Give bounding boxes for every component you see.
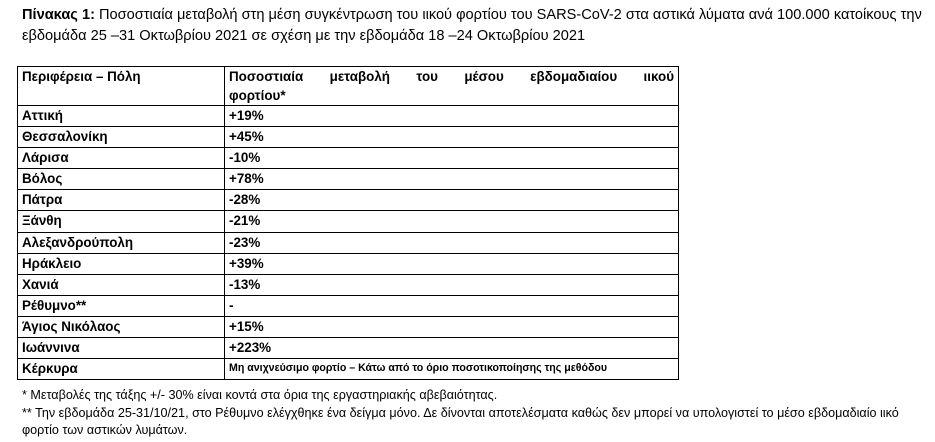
table-row <box>18 253 679 274</box>
change-cell: -23% <box>225 232 679 253</box>
change-cell: -21% <box>225 211 679 232</box>
footnote-rethymno: ** Την εβδομάδα 25-31/10/21, στο Ρέθυμνο ελέγχθηκε ένα δείγμα μόνο. Δε δίνονται αποτελέσματα καθώς δεν μπορεί να υπολογιστεί το μέσο εβδομαδιαίο ιικό φορτίο των αστικών λυμάτων. <box>22 405 899 437</box>
city-cell: Ιωάννινα <box>18 338 225 359</box>
table-row <box>18 316 679 337</box>
change-cell: -28% <box>225 190 679 211</box>
city-cell: Ηράκλειο <box>18 253 225 274</box>
change-cell: +15% <box>225 316 679 337</box>
table-row <box>18 274 679 295</box>
table-row <box>18 211 679 232</box>
table-caption <box>22 5 922 47</box>
table-row <box>18 338 679 359</box>
table-row <box>18 127 679 148</box>
table-row <box>18 359 679 380</box>
footnote-uncertainty: * Μεταβολές της τάξης +/- 30% είναι κοντά στα όρια της εργαστηριακής αβεβαιότητας. <box>22 388 498 402</box>
city-cell: Αττική <box>18 106 225 127</box>
change-cell: +39% <box>225 253 679 274</box>
change-cell: +45% <box>225 127 679 148</box>
city-cell: Θεσσαλονίκη <box>18 127 225 148</box>
city-cell: Ρέθυμνο** <box>18 295 225 316</box>
change-cell: -10% <box>225 148 679 169</box>
data-table <box>17 66 679 380</box>
table-header-row <box>18 67 679 106</box>
city-cell: Ξάνθη <box>18 211 225 232</box>
city-cell: Λάρισα <box>18 148 225 169</box>
caption-text: Ποσοστιαία μεταβολή στη μέση συγκέντρωση του ιικού φορτίου του SARS-CoV-2 στα αστικά λύματα ανά 100.000 κατοίκους την εβδομάδα 25 –31 Οκτωβρίου 2021 σε σχέση με την εβδομάδα 18 –24 Οκτωβρίου 2021 <box>22 7 922 44</box>
change-cell: +78% <box>225 169 679 190</box>
city-cell: Βόλος <box>18 169 225 190</box>
change-cell: +19% <box>225 106 679 127</box>
city-cell: Αλεξανδρούπολη <box>18 232 225 253</box>
header-change: Ποσοστιαία μεταβολή του μέσου εβδομαδιαίου ιικού φορτίου* <box>225 67 679 106</box>
table-row <box>18 295 679 316</box>
city-cell: Χανιά <box>18 274 225 295</box>
table-row <box>18 106 679 127</box>
city-cell: Κέρκυρα <box>18 359 225 380</box>
header-city: Περιφέρεια – Πόλη <box>18 67 225 106</box>
table-row <box>18 148 679 169</box>
change-cell: -13% <box>225 274 679 295</box>
footnotes <box>22 387 922 440</box>
table-row <box>18 169 679 190</box>
city-cell: Άγιος Νικόλαος <box>18 316 225 337</box>
change-cell: Μη ανιχνεύσιμο φορτίο – Κάτω από το όριο ποσοτικοποίησης της μεθόδου <box>225 359 679 380</box>
city-cell: Πάτρα <box>18 190 225 211</box>
caption-label: Πίνακας 1: <box>22 7 95 23</box>
table-row <box>18 232 679 253</box>
change-cell: +223% <box>225 338 679 359</box>
table-row <box>18 190 679 211</box>
change-cell: - <box>225 295 679 316</box>
